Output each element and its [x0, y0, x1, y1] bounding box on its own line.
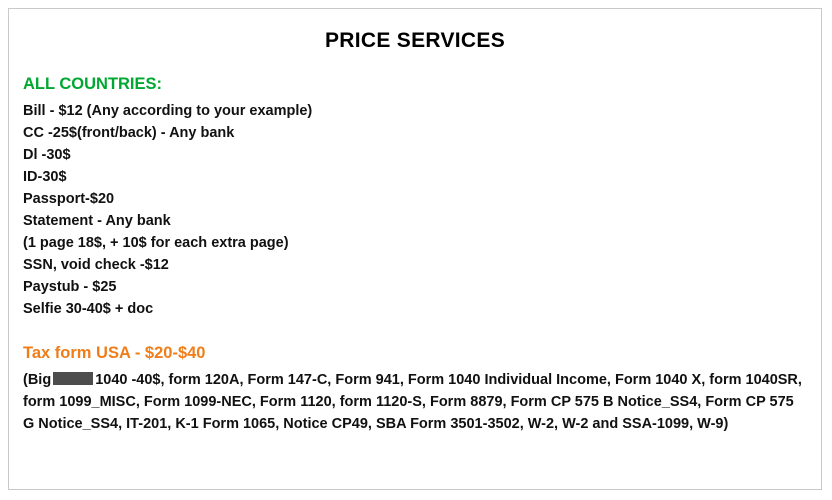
section-heading-tax-form-usa: Tax form USA - $20-$40: [23, 344, 206, 363]
list-item: CC -25$(front/back) - Any bank: [23, 125, 235, 142]
list-item: Bill - $12 (Any according to your example): [23, 103, 313, 119]
list-item: SSN, void check -$12: [23, 257, 169, 274]
section-spacer: [23, 320, 807, 344]
list-item: Passport-$20: [23, 191, 115, 208]
redacted-block-icon: [53, 372, 93, 385]
list-item: ID-30$: [23, 169, 67, 186]
section-tax-form-usa: [23, 344, 807, 435]
list-item: (1 page 18$, + 10$ for each extra page): [23, 235, 289, 252]
list-item: Dl -30$: [23, 147, 71, 164]
paragraph-suffix: 1040 -40$, form 120A, Form 147-C, Form 941, Form 1040 Individual Income, Form 1040 X, form 1040SR, form 1099_MISC, Form 1099-NEC, Form 1120, form 1120-S, Form 8879, Form CP 575 B Notice_SS4, Form CP 575 G Notice_SS4, IT-201, K-1 Form 1065, Notice CP49, SBA Form 3501-3502, W-2, W-2 and SSA-1099, W-9): [23, 372, 802, 433]
section-all-countries: [23, 75, 807, 320]
section-heading-all-countries: ALL COUNTRIES:: [23, 75, 163, 93]
document-page: [8, 8, 822, 490]
list-item: Statement - Any bank: [23, 213, 171, 230]
document-body: [9, 9, 821, 445]
tax-form-paragraph: [23, 369, 807, 435]
list-item: Paystub - $25: [23, 279, 117, 296]
paragraph-prefix: (Big: [23, 372, 52, 389]
list-item: Selfie 30-40$ + doc: [23, 301, 154, 318]
page-title: PRICE SERVICES: [324, 29, 506, 52]
price-list-all-countries: [23, 100, 807, 320]
